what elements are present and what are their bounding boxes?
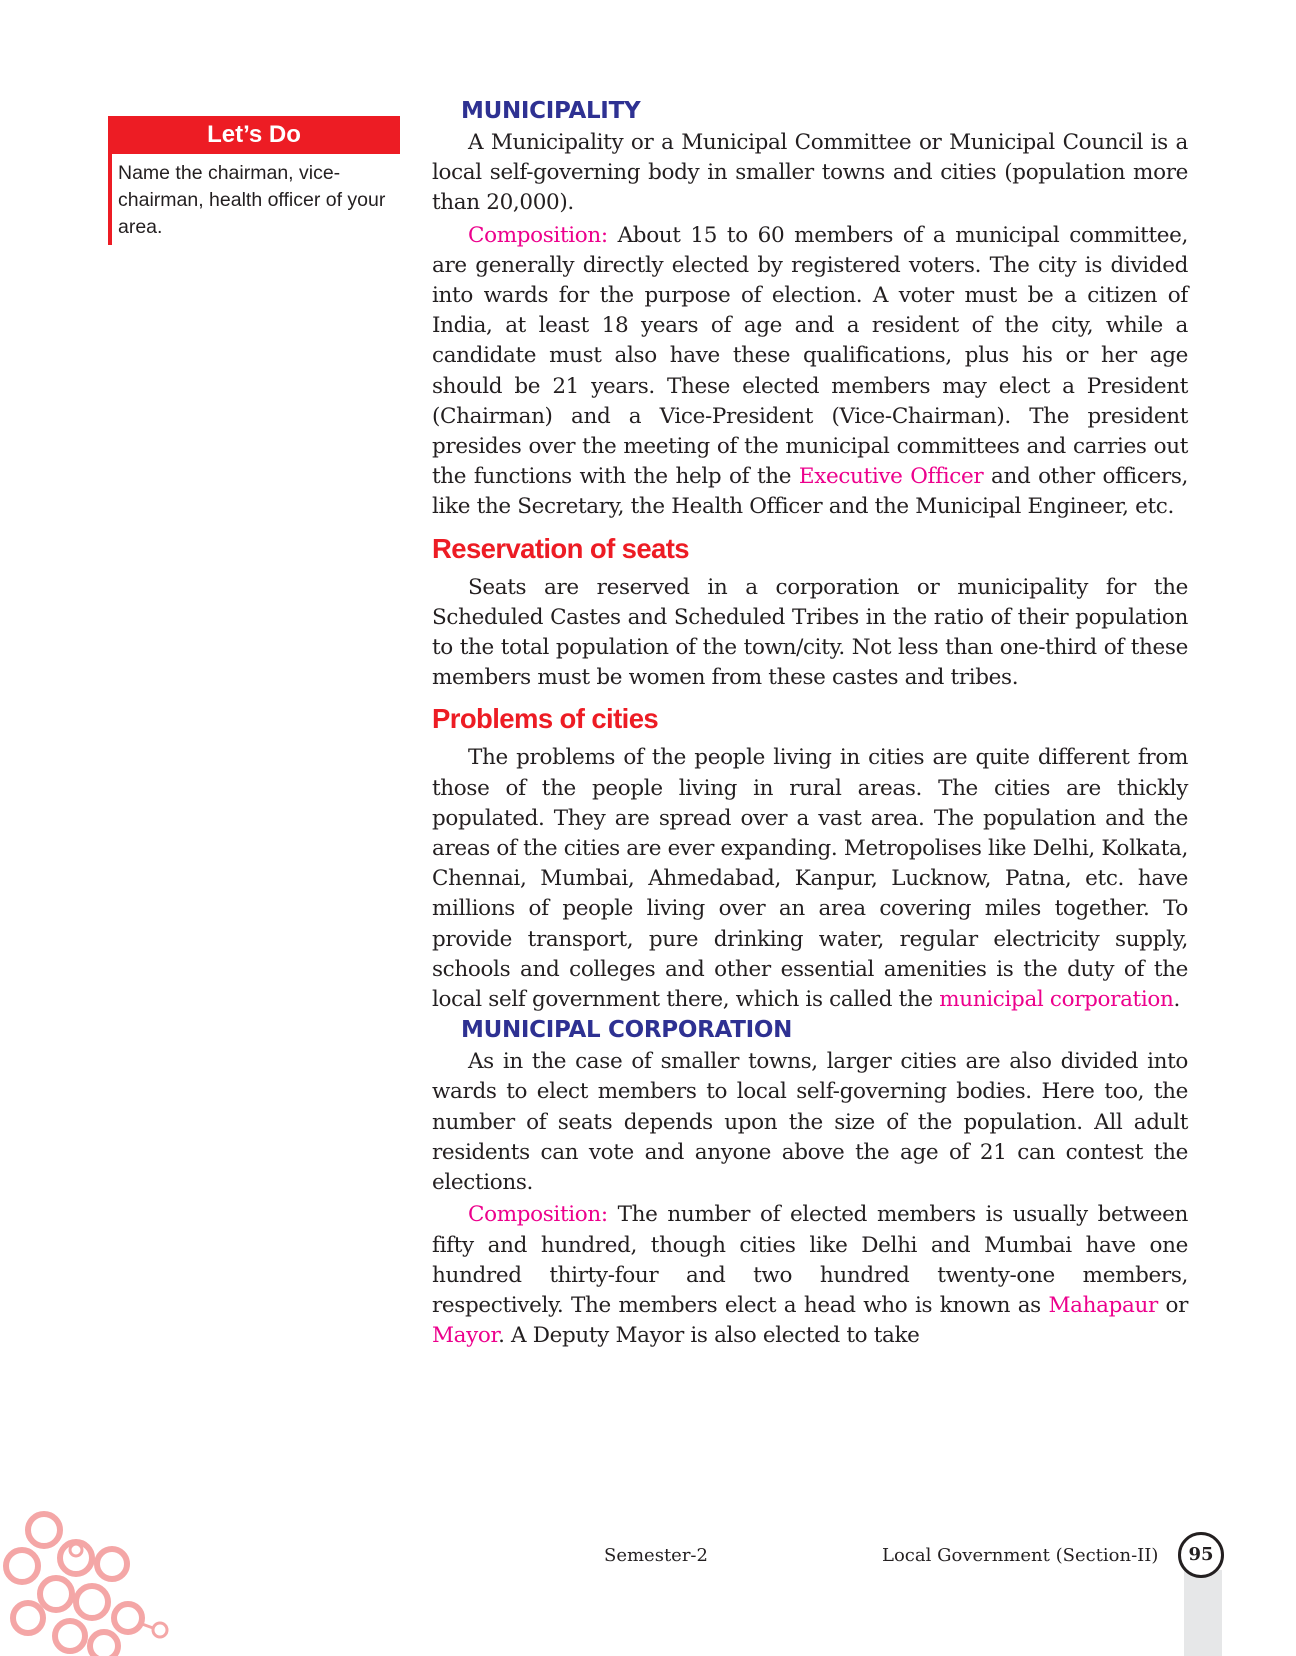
- mayor-term: Mayor: [432, 1323, 499, 1349]
- footer-chapter: Local Government (Section-II): [882, 1545, 1159, 1566]
- corporation-composition-text-2: . A Deputy Mayor is also elected to take: [498, 1323, 920, 1349]
- corporation-para: As in the case of smaller towns, larger cities are also divided into wards to elect members to local self-governing bodies. Here too, the number of seats depends upon the size of the population. All adult residents can vote and anyone above the age of 21 can contest the elections.: [432, 1049, 1188, 1196]
- page-number: 95: [1178, 1532, 1224, 1578]
- heading-problems: Problems of cities: [432, 703, 659, 735]
- main-content: [432, 98, 1188, 1353]
- corporation-composition-label: Composition:: [468, 1202, 608, 1228]
- page-tab: [1184, 1570, 1222, 1656]
- heading-municipality: MUNICIPALITY: [461, 98, 641, 124]
- composition-text-1: About 15 to 60 members of a municipal committee, are generally directly elected by registered voters. The city is divided into wards for the purpose of election. A voter must be a citizen of India, at least 18 years of age and a resident of the city, while a candidate must also have these qualifications, plus his or her age should be 21 years. These elected members may elect a President (Chairman) and a Vice-President (Vice-Chairman). The president presides over the meeting of the municipal committees and carries out the functions with the help of the: [432, 222, 1188, 490]
- composition-label: Composition:: [468, 222, 608, 248]
- executive-officer-term: Executive Officer: [798, 464, 984, 490]
- corporation-composition-text-1: The number of elected members is usually between fifty and hundred, though cities like Delhi and Mumbai have one hundred thirty-four and two hundred twenty-one members, respectively. The members elect a head who is known as: [432, 1202, 1188, 1318]
- lets-do-title: Let’s Do: [108, 116, 400, 154]
- municipality-para: A Municipality or a Municipal Committee or Municipal Council is a local self-governing body in smaller towns and cities (population more than 20,000).: [432, 130, 1188, 216]
- problems-para: [432, 743, 1188, 1015]
- or-text: or: [1157, 1292, 1189, 1318]
- lets-do-text: Name the chairman, vice-chairman, health officer of your area.: [108, 154, 400, 245]
- heading-reservation: Reservation of seats: [432, 532, 689, 564]
- reservation-para: Seats are reserved in a corporation or municipality for the Scheduled Castes and Scheduled Tribes in the ratio of their population to the total population of the town/city. Not less than one-third of these members must be women from these castes and tribes.: [432, 574, 1188, 691]
- lets-do-box: [108, 116, 400, 245]
- composition-text-2: and other officers, like the Secretary, the Health Officer and the Municipal Engineer, etc.: [432, 464, 1188, 520]
- corporation-composition-para: [432, 1200, 1188, 1351]
- mahapaur-term: Mahapaur: [1048, 1292, 1158, 1318]
- footer-semester: Semester-2: [604, 1545, 708, 1566]
- municipal-corporation-term: municipal corporation: [939, 987, 1174, 1013]
- problems-end: .: [1173, 987, 1180, 1013]
- heading-corporation: MUNICIPAL CORPORATION: [461, 1017, 793, 1044]
- problems-text: The problems of the people living in cities are quite different from those of the people living in rural areas. The cities are thickly populated. They are spread over a vast area. The population and the areas of the cities are ever expanding. Metropolises like Delhi, Kolkata, Chennai, Mumbai, Ahmedabad, Kanpur, Lucknow, Patna, etc. have millions of people living over an area covering miles together. To provide transport, pure drinking water, regular electricity supply, schools and colleges and other essential amenities is the duty of the local self government there, which is called the: [432, 745, 1189, 1013]
- decorative-circles-icon: [0, 1500, 180, 1656]
- municipality-composition-para: [432, 221, 1188, 523]
